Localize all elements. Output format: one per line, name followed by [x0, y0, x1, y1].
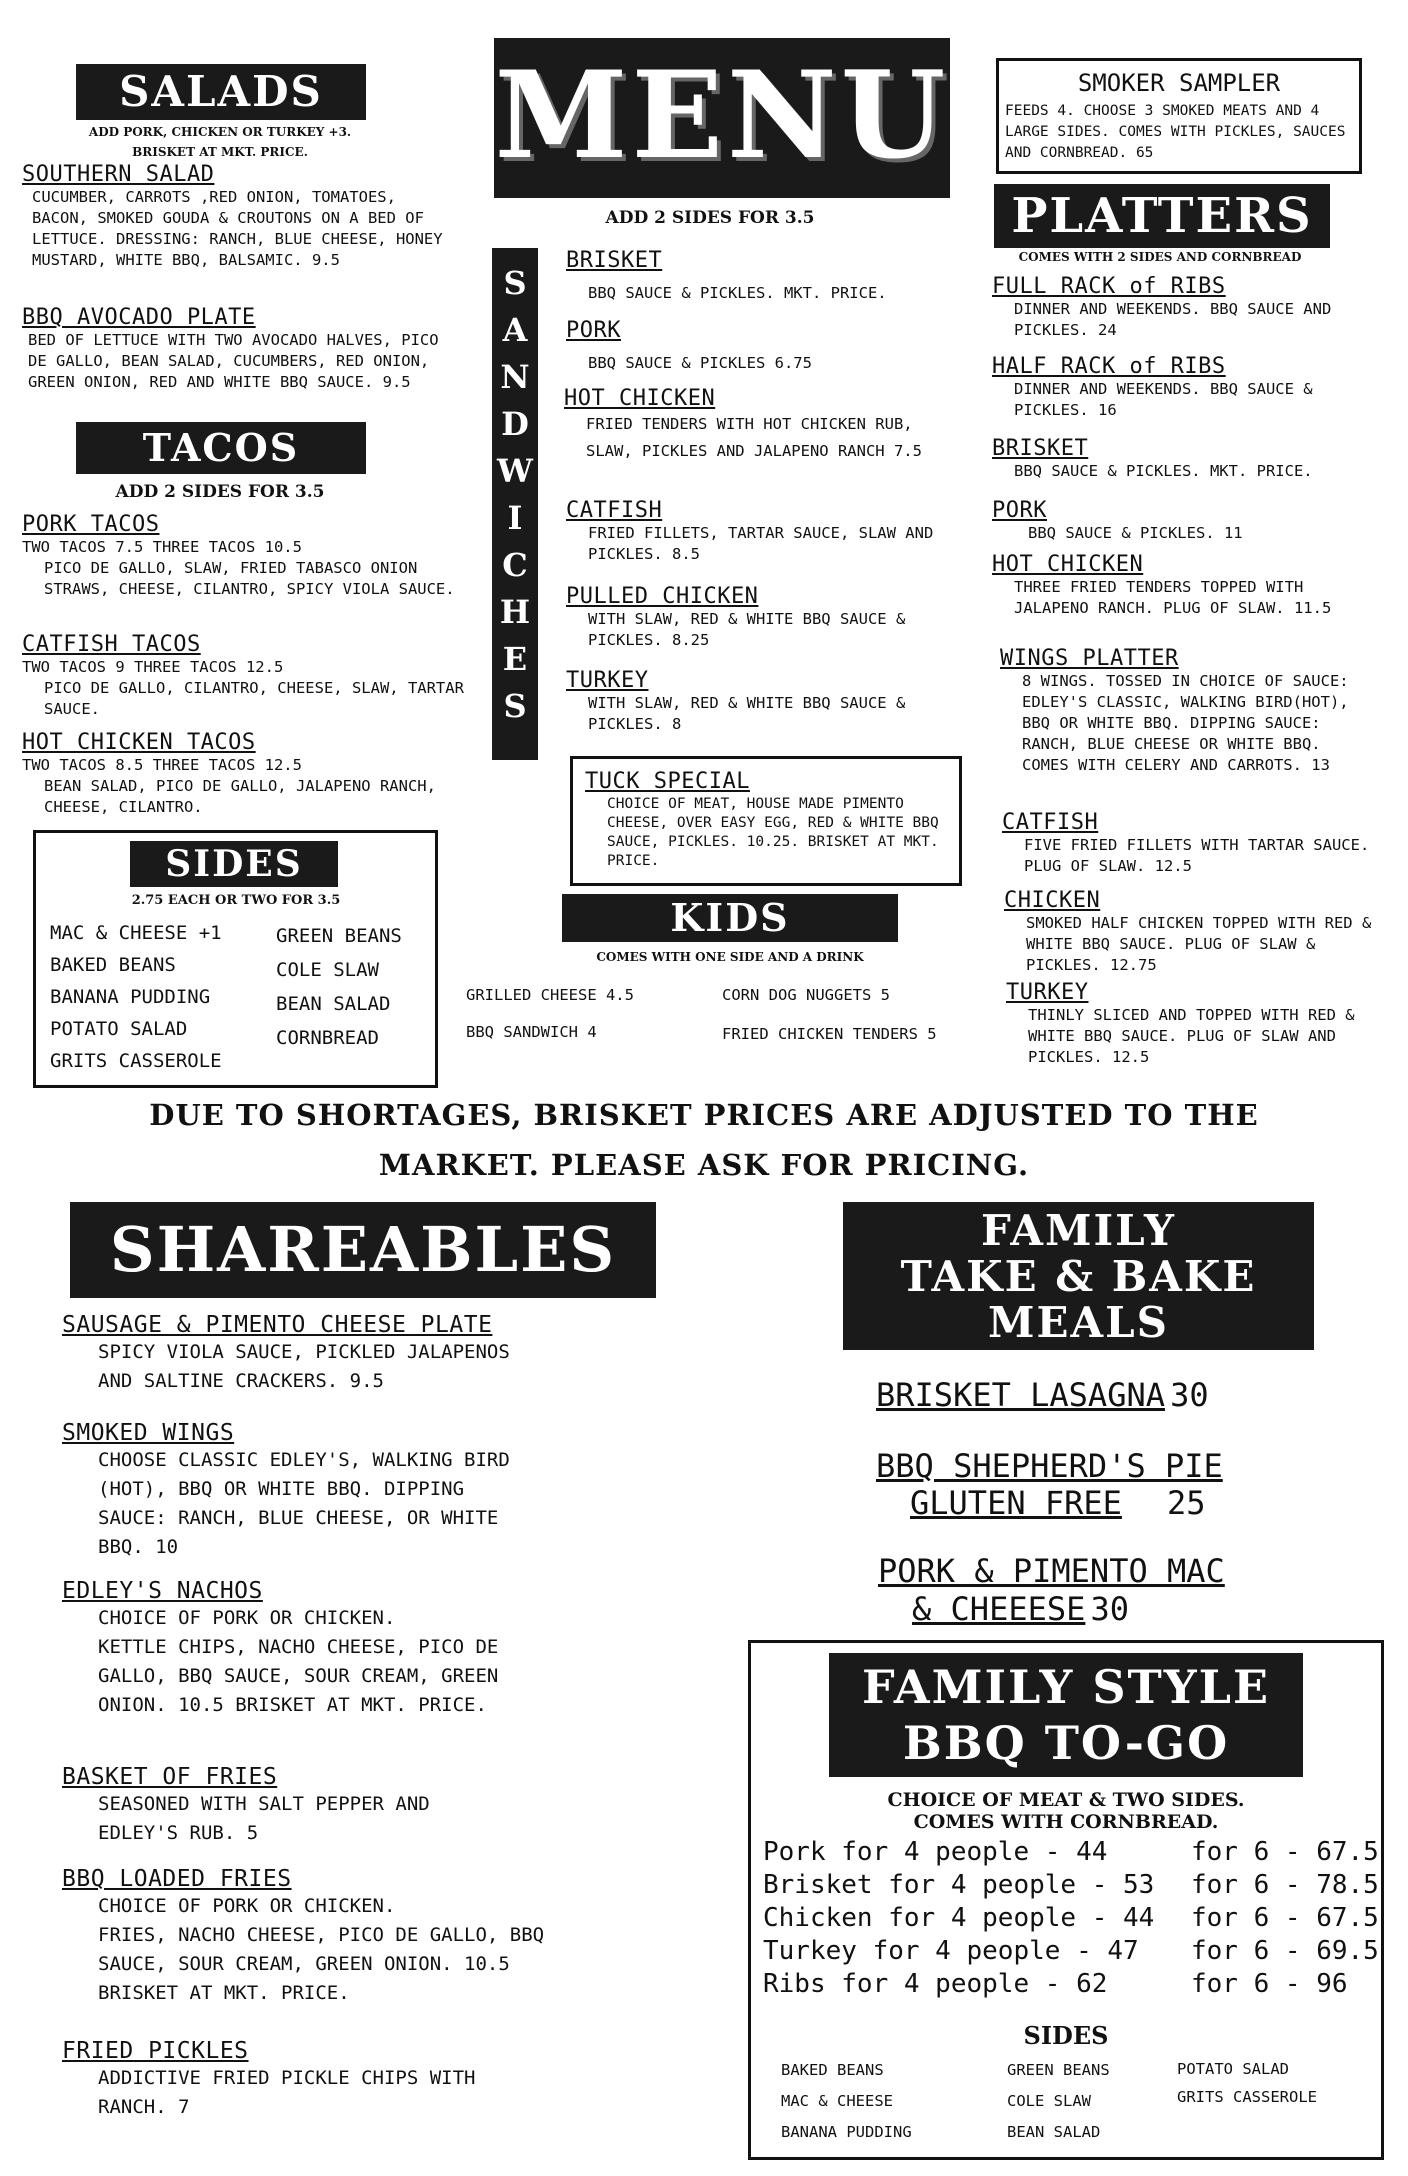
platters-note: COMES WITH 2 SIDES AND CORNBREAD: [1018, 250, 1302, 264]
item-desc-line: CHOOSE CLASSIC EDLEY'S, WALKING BIRD: [98, 1449, 510, 1471]
to-go-banner: [829, 1653, 1303, 1777]
price-for-6: for 6 - 67.5: [1191, 1903, 1379, 1933]
item-desc-line: FRIES, NACHO CHEESE, PICO DE GALLO, BBQ: [98, 1924, 545, 1946]
sides-col-2: [276, 919, 402, 1055]
side-item: CORNBREAD: [276, 1027, 379, 1049]
side-item: MAC & CHEESE +1: [50, 922, 222, 944]
item-desc-line: GALLO, BBQ SAUCE, SOUR CREAM, GREEN: [98, 1665, 499, 1687]
item-desc-line: AND SALTINE CRACKERS. 9.5: [98, 1370, 384, 1392]
sides-banner: [130, 841, 338, 887]
item-name: BRISKET: [566, 248, 663, 273]
item-desc: THREE FRIED TENDERS TOPPED WITH JALAPENO RANCH. PLUG OF SLAW. 11.5: [1014, 578, 1332, 617]
item-desc-line: ONION. 10.5 BRISKET AT MKT. PRICE.: [98, 1694, 487, 1716]
side-item: POTATO SALAD: [50, 1018, 188, 1040]
tuck-special-box: [570, 756, 962, 886]
menu-item-pork-tacos: [22, 512, 472, 600]
meal-name-2: & CHEEESE: [912, 1590, 1086, 1628]
item-desc-line: CHOICE OF PORK OR CHICKEN.: [98, 1895, 396, 1917]
vertical-letter: I: [507, 499, 523, 537]
menu-title-block: [494, 38, 950, 198]
family-title-1: FAMILY: [981, 1206, 1176, 1255]
item-desc-line: SAUCE: RANCH, BLUE CHEESE, OR WHITE: [98, 1507, 499, 1529]
platter-brisket: [992, 436, 1372, 482]
side-item: BEAN SALAD: [276, 993, 391, 1015]
smoker-title: SMOKER SAMPLER: [1077, 69, 1281, 97]
to-go-sides-title: SIDES: [1023, 2021, 1109, 2050]
to-go-price-list: [763, 1837, 1379, 2002]
item-name: BASKET OF FRIES: [62, 1764, 278, 1790]
item-desc-line: EDLEY'S RUB. 5: [98, 1822, 259, 1844]
sides-box: [33, 830, 438, 1088]
item-desc: SMOKED HALF CHICKEN TOPPED WITH RED & WHITE BBQ SAUCE. PLUG OF SLAW & PICKLES. 12.75: [1026, 914, 1372, 974]
sides-col-1: [50, 917, 222, 1077]
smoker-desc: FEEDS 4. CHOOSE 3 SMOKED MEATS AND 4 LARGE SIDES. COMES WITH PICKLES, SAUCES AND CORNBREAD. 65: [1005, 103, 1346, 161]
item-price: TWO TACOS 9 THREE TACOS 12.5: [22, 658, 284, 676]
item-desc-line: BBQ. 10: [98, 1536, 179, 1558]
item-price: TWO TACOS 8.5 THREE TACOS 12.5: [22, 756, 302, 774]
price-for-6: for 6 - 67.5: [1191, 1837, 1379, 1867]
kids-item: CORN DOG NUGGETS 5: [722, 986, 890, 1004]
item-desc: CHOICE OF MEAT, HOUSE MADE PIMENTO CHEESE, OVER EASY EGG, RED & WHITE BBQ SAUCE, PICKLES. 10.25. BRISKET AT MKT. PRICE.: [607, 796, 939, 869]
sandwich-hot-chicken: [564, 386, 954, 465]
side-item: GRITS CASSEROLE: [1177, 2088, 1317, 2106]
item-desc: PICO DE GALLO, SLAW, FRIED TABASCO ONION STRAWS, CHEESE, CILANTRO, SPICY VIOLA SAUCE.: [44, 559, 455, 598]
item-desc: BEAN SALAD, PICO DE GALLO, JALAPENO RANCH, CHEESE, CILANTRO.: [44, 777, 436, 816]
menu-item-hot-chicken-tacos: [22, 730, 472, 818]
item-name: CATFISH: [1002, 810, 1099, 835]
to-go-title-2: BBQ TO-GO: [902, 1716, 1230, 1770]
platter-full-rack: [992, 274, 1372, 341]
to-go-sides-col-3: [1177, 2055, 1317, 2111]
shareable-item: [62, 1866, 544, 2008]
to-go-sides-col-1: [781, 2055, 912, 2148]
item-desc: DINNER AND WEEKENDS. BBQ SAUCE AND PICKLES. 24: [1014, 300, 1332, 339]
item-name: SOUTHERN SALAD: [22, 162, 215, 187]
item-name: PORK TACOS: [22, 512, 160, 537]
shareable-item: [62, 1578, 498, 1720]
meal-name: BBQ SHEPHERD'S PIE: [876, 1447, 1223, 1485]
item-desc-line: RANCH. 7: [98, 2096, 190, 2118]
shareable-item: [62, 1420, 510, 1562]
side-item: POTATO SALAD: [1177, 2060, 1289, 2078]
salads-note: ADD PORK, CHICKEN OR TURKEY +3. BRISKET AT MKT. PRICE.: [88, 125, 352, 159]
side-item: COLE SLAW: [276, 959, 379, 981]
item-desc: FRIED FILLETS, TARTAR SAUCE, SLAW AND PICKLES. 8.5: [588, 524, 934, 563]
item-desc: BBQ SAUCE & PICKLES. 11: [1028, 524, 1243, 542]
sides-note: 2.75 EACH OR TWO FOR 3.5: [131, 893, 341, 908]
item-name: PORK: [566, 318, 621, 343]
item-desc-line: SPICY VIOLA SAUCE, PICKLED JALAPENOS: [98, 1341, 510, 1363]
item-desc: FRIED TENDERS WITH HOT CHICKEN RUB, SLAW, PICKLES AND JALAPENO RANCH 7.5: [586, 415, 922, 460]
salads-title: SALADS: [119, 67, 323, 116]
price-for-4: Turkey for 4 people - 47: [763, 1936, 1139, 1966]
family-meal-3: [878, 1552, 1225, 1628]
platter-wings: [1000, 646, 1372, 776]
platter-chicken: [1004, 888, 1372, 976]
shareable-item: [62, 2038, 476, 2122]
menu-title: MENU: [494, 45, 950, 186]
meal-price: 25: [1167, 1484, 1206, 1522]
meal-price: 30: [1170, 1376, 1209, 1414]
sandwiches-vertical-banner: [492, 248, 538, 760]
notice-line-1: DUE TO SHORTAGES, BRISKET PRICES ARE ADJUSTED TO THE: [149, 1098, 1259, 1132]
shareables-banner: [70, 1202, 656, 1298]
kids-banner: [562, 894, 898, 942]
item-desc: FIVE FRIED FILLETS WITH TARTAR SAUCE. PLUG OF SLAW. 12.5: [1024, 836, 1370, 875]
item-name: TUCK SPECIAL: [585, 769, 750, 794]
item-desc: 8 WINGS. TOSSED IN CHOICE OF SAUCE: EDLEY'S CLASSIC, WALKING BIRD(HOT), BBQ OR WHITE BBQ. DIPPING SAUCE: RANCH, BLUE CHEESE OR WHITE BBQ. COMES WITH CELERY AND CARROTS. 13: [1022, 672, 1349, 774]
item-desc: PICO DE GALLO, CILANTRO, CHEESE, SLAW, TARTAR SAUCE.: [44, 679, 464, 718]
side-item: BAKED BEANS: [781, 2061, 884, 2079]
item-name: CATFISH TACOS: [22, 632, 201, 657]
tacos-banner: [76, 422, 366, 474]
smoker-sampler-box: [996, 58, 1362, 174]
kids-title: KIDS: [670, 895, 790, 940]
item-desc: BBQ SAUCE & PICKLES. MKT. PRICE.: [1014, 462, 1313, 480]
item-desc: DINNER AND WEEKENDS. BBQ SAUCE & PICKLES. 16: [1014, 380, 1313, 419]
family-meal-2: [876, 1448, 1223, 1522]
meal-name: PORK & PIMENTO MAC: [878, 1552, 1225, 1590]
sandwich-brisket: [566, 248, 956, 304]
item-name: HOT CHICKEN: [564, 386, 716, 411]
vertical-letter: H: [499, 593, 531, 631]
to-go-row: [763, 1903, 1379, 1936]
item-name: PORK: [992, 498, 1047, 523]
sandwich-pork: [566, 318, 956, 374]
price-for-4: Pork for 4 people - 44: [763, 1837, 1108, 1867]
vertical-letter: E: [502, 640, 528, 678]
item-desc: CUCUMBER, CARROTS ,RED ONION, TOMATOES, BACON, SMOKED GOUDA & CROUTONS ON A BED OF LETTUCE. DRESSING: RANCH, BLUE CHEESE, HONEY MUSTARD, WHITE BBQ, BALSAMIC. 9.5: [32, 188, 443, 269]
item-name: EDLEY'S NACHOS: [62, 1578, 263, 1604]
item-desc: WITH SLAW, RED & WHITE BBQ SAUCE & PICKLES. 8.25: [588, 610, 906, 649]
kids-item: BBQ SANDWICH 4: [466, 1023, 597, 1041]
item-name: WINGS PLATTER: [1000, 646, 1179, 671]
vertical-letter: S: [503, 687, 527, 725]
menu-item-southern-salad: [22, 162, 452, 271]
item-name: PULLED CHICKEN: [566, 584, 759, 609]
item-name: TURKEY: [566, 668, 649, 693]
price-for-4: Ribs for 4 people - 62: [763, 1969, 1108, 1999]
platter-turkey: [1006, 980, 1372, 1068]
platter-pork: [992, 498, 1372, 544]
vertical-letter: W: [497, 452, 533, 490]
item-desc-line: KETTLE CHIPS, NACHO CHEESE, PICO DE: [98, 1636, 499, 1658]
platter-catfish: [1002, 810, 1372, 877]
vertical-letter: S: [503, 264, 527, 302]
item-price: TWO TACOS 7.5 THREE TACOS 10.5: [22, 538, 302, 556]
menu-item-bbq-avocado-plate: [22, 305, 452, 393]
vertical-letter: N: [500, 358, 530, 396]
item-desc-line: ADDICTIVE FRIED PICKLE CHIPS WITH: [98, 2067, 476, 2089]
sandwich-catfish: [566, 498, 956, 565]
sides-title: SIDES: [165, 843, 303, 885]
family-take-bake-banner: [843, 1202, 1314, 1350]
sandwich-pulled-chicken: [566, 584, 956, 651]
to-go-note: CHOICE OF MEAT & TWO SIDES. COMES WITH CORNBREAD.: [887, 1789, 1245, 1833]
item-name: BRISKET: [992, 436, 1089, 461]
to-go-row: [763, 1936, 1379, 1969]
salads-banner: [76, 64, 366, 120]
item-desc-line: SAUCE, SOUR CREAM, GREEN ONION. 10.5: [98, 1953, 510, 1975]
item-desc-line: SEASONED WITH SALT PEPPER AND: [98, 1793, 430, 1815]
price-for-6: for 6 - 69.5: [1191, 1936, 1379, 1966]
item-desc: BBQ SAUCE & PICKLES. MKT. PRICE.: [588, 284, 887, 302]
item-name: HOT CHICKEN: [992, 552, 1144, 577]
shareable-item: [62, 1312, 510, 1396]
item-desc: THINLY SLICED AND TOPPED WITH RED & WHITE BBQ SAUCE. PLUG OF SLAW AND PICKLES. 12.5: [1028, 1006, 1355, 1066]
side-item: BEAN SALAD: [1007, 2123, 1101, 2141]
item-desc: BBQ SAUCE & PICKLES 6.75: [588, 354, 812, 372]
tacos-note: ADD 2 SIDES FOR 3.5: [115, 482, 325, 502]
item-name: TURKEY: [1006, 980, 1089, 1005]
item-name: HOT CHICKEN TACOS: [22, 730, 256, 755]
family-meal-1: [876, 1376, 1209, 1414]
side-item: BANANA PUDDING: [50, 986, 211, 1008]
price-for-6: for 6 - 96: [1191, 1969, 1348, 1999]
meal-price: 30: [1090, 1590, 1130, 1628]
platter-hot-chicken: [992, 552, 1372, 619]
notice-line-2: MARKET. PLEASE ASK FOR PRICING.: [378, 1148, 1030, 1182]
meal-name-2: GLUTEN FREE: [910, 1484, 1122, 1522]
side-item: GREEN BEANS: [276, 925, 402, 947]
price-for-6: for 6 - 78.5: [1191, 1870, 1379, 1900]
item-name: CATFISH: [566, 498, 663, 523]
platters-title: PLATTERS: [1011, 188, 1313, 244]
kids-item: FRIED CHICKEN TENDERS 5: [722, 1025, 937, 1043]
brisket-notice: [0, 1090, 1408, 1190]
platter-half-rack: [992, 354, 1372, 421]
tacos-title: TACOS: [142, 425, 300, 470]
price-for-4: Brisket for 4 people - 53: [763, 1870, 1155, 1900]
side-item: BANANA PUDDING: [781, 2123, 912, 2141]
to-go-row: [763, 1969, 1373, 2002]
item-name: CHICKEN: [1004, 888, 1101, 913]
to-go-title-1: FAMILY STYLE: [861, 1660, 1271, 1714]
item-name: HALF RACK of RIBS: [992, 354, 1226, 379]
kids-note: COMES WITH ONE SIDE AND A DRINK: [596, 950, 864, 964]
platters-banner: [994, 184, 1330, 248]
vertical-letter: C: [502, 546, 528, 584]
shareable-item: [62, 1764, 430, 1848]
sandwiches-note: ADD 2 SIDES FOR 3.5: [605, 208, 815, 228]
item-desc-line: (HOT), BBQ OR WHITE BBQ. DIPPING: [98, 1478, 465, 1500]
item-name: BBQ LOADED FRIES: [62, 1866, 292, 1892]
family-title-2: TAKE & BAKE: [900, 1252, 1257, 1301]
vertical-letter: A: [502, 311, 528, 349]
item-desc-line: BRISKET AT MKT. PRICE.: [98, 1982, 350, 2004]
side-item: GRITS CASSEROLE: [50, 1050, 222, 1072]
shareables-title: SHAREABLES: [109, 1213, 617, 1286]
item-name: SAUSAGE & PIMENTO CHEESE PLATE: [62, 1312, 493, 1338]
item-name: BBQ AVOCADO PLATE: [22, 305, 256, 330]
item-desc: WITH SLAW, RED & WHITE BBQ SAUCE & PICKLES. 8: [588, 694, 906, 733]
item-name: FULL RACK of RIBS: [992, 274, 1226, 299]
vertical-letter: D: [501, 405, 529, 443]
side-item: COLE SLAW: [1007, 2092, 1091, 2110]
bbq-to-go-box: [748, 1640, 1384, 2160]
item-desc: BED OF LETTUCE WITH TWO AVOCADO HALVES, PICO DE GALLO, BEAN SALAD, CUCUMBERS, RED ONION, GREEN ONION, RED AND WHITE BBQ SAUCE. 9.5: [28, 331, 439, 391]
kids-item: GRILLED CHEESE 4.5: [466, 986, 634, 1004]
menu-item-catfish-tacos: [22, 632, 472, 720]
side-item: GREEN BEANS: [1007, 2061, 1110, 2079]
sandwich-turkey: [566, 668, 956, 735]
family-title-3: MEALS: [988, 1298, 1169, 1347]
meal-name: BRISKET LASAGNA: [876, 1376, 1165, 1414]
side-item: BAKED BEANS: [50, 954, 176, 976]
to-go-row: [763, 1837, 1379, 1870]
item-name: FRIED PICKLES: [62, 2038, 249, 2064]
sandwiches-letters: [492, 248, 538, 730]
item-desc-line: CHOICE OF PORK OR CHICKEN.: [98, 1607, 396, 1629]
to-go-row: [763, 1870, 1379, 1903]
side-item: MAC & CHEESE: [781, 2092, 893, 2110]
item-name: SMOKED WINGS: [62, 1420, 235, 1446]
to-go-sides-col-2: [1007, 2055, 1110, 2148]
price-for-4: Chicken for 4 people - 44: [763, 1903, 1155, 1933]
